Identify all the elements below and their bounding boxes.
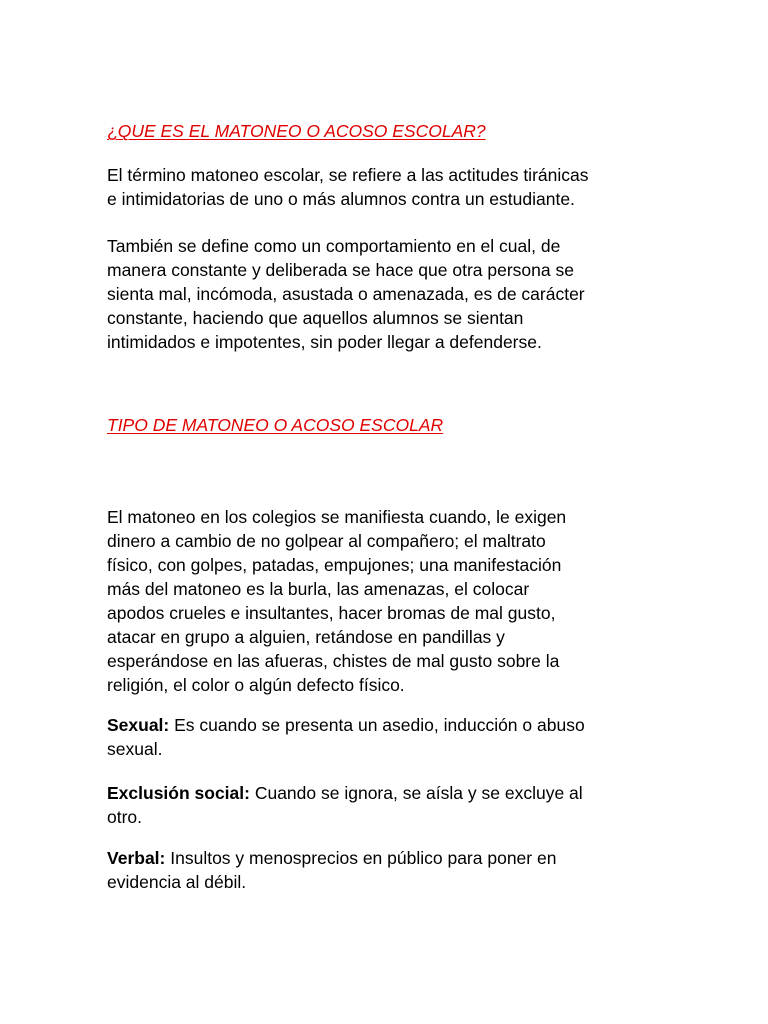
paragraph-line: esperándose en las afueras, chistes de mal gusto sobre la xyxy=(107,651,560,671)
type-label: Sexual: xyxy=(107,715,170,735)
paragraph-line: constante, haciendo que aquellos alumnos se sientan xyxy=(107,308,524,328)
type-description-continued: sexual. xyxy=(107,739,163,759)
paragraph-line: físico, con golpes, patadas, empujones; una manifestación xyxy=(107,555,562,575)
paragraph-manifestations xyxy=(107,505,677,697)
heading-question-mark: ¿ xyxy=(107,121,118,141)
type-label: Exclusión social: xyxy=(107,783,250,803)
paragraph-also-defined xyxy=(107,234,677,354)
type-social-exclusion xyxy=(107,781,677,829)
type-description: Insultos y menosprecios en público para poner en xyxy=(165,848,557,868)
paragraph-line: más del matoneo es la burla, las amenazas, el colocar xyxy=(107,579,530,599)
type-label: Verbal: xyxy=(107,848,166,868)
paragraph-definition xyxy=(107,163,677,211)
type-description-continued: evidencia al débil. xyxy=(107,872,247,892)
paragraph-line: El matoneo en los colegios se manifiesta cuando, le exigen xyxy=(107,507,567,527)
paragraph-line: apodos crueles e insultantes, hacer bromas de mal gusto, xyxy=(107,603,556,623)
type-description: Cuando se ignora, se aísla y se excluye al xyxy=(249,783,583,803)
paragraph-line: manera constante y deliberada se hace que otra persona se xyxy=(107,260,574,280)
paragraph-line: dinero a cambio de no golpear al compañero; el maltrato xyxy=(107,531,546,551)
paragraph-line: religión, el color o algún defecto físico. xyxy=(107,675,405,695)
type-description: Es cuando se presenta un asedio, inducción o abuso xyxy=(169,715,585,735)
paragraph-line: También se define como un comportamiento en el cual, de xyxy=(107,236,561,256)
type-verbal xyxy=(107,846,677,894)
heading-what-is-bullying xyxy=(107,119,486,143)
type-description-continued: otro. xyxy=(107,807,143,827)
heading-types-of-bullying: TIPO DE MATONEO O ACOSO ESCOLAR xyxy=(107,415,444,435)
paragraph-line: atacar en grupo a alguien, retándose en pandillas y xyxy=(107,627,505,647)
paragraph-line: El término matoneo escolar, se refiere a las actitudes tiránicas xyxy=(107,165,589,185)
paragraph-line: sienta mal, incómoda, asustada o amenazada, es de carácter xyxy=(107,284,585,304)
heading-text: QUE ES EL MATONEO O ACOSO ESCOLAR? xyxy=(117,121,486,141)
paragraph-line: e intimidatorias de uno o más alumnos contra un estudiante. xyxy=(107,189,575,209)
paragraph-line: intimidados e impotentes, sin poder llegar a defenderse. xyxy=(107,332,542,352)
type-sexual xyxy=(107,713,677,761)
